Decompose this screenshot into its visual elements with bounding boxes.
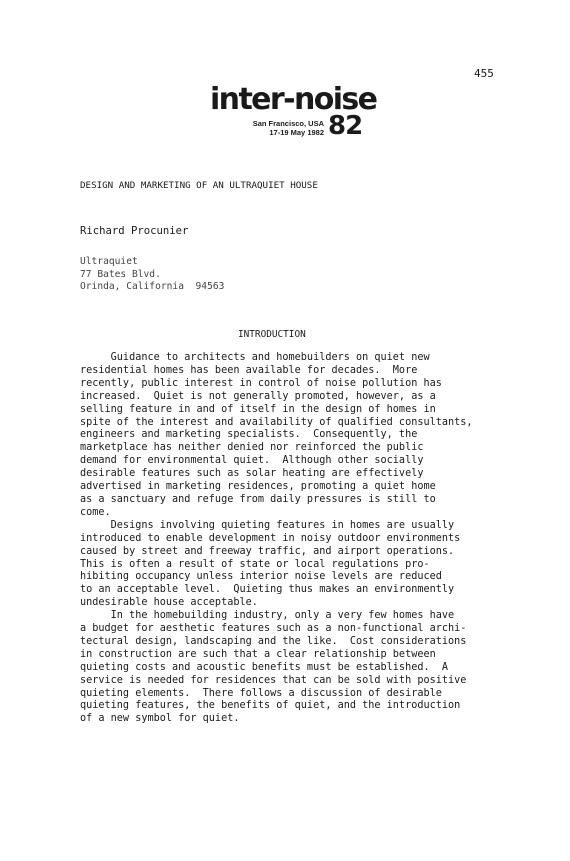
body-line: This is often a result of state or local regulations pro- <box>80 558 430 570</box>
body-line: a budget for aesthetic features such as a non-functional archi- <box>80 623 467 635</box>
affiliation-line: 77 Bates Blvd. <box>80 268 161 280</box>
body-line: come. <box>80 506 111 518</box>
affiliation-line: Orinda, California 94563 <box>80 281 225 292</box>
body-line: recently, public interest in control of noise pollution has <box>80 377 442 389</box>
body-line: In the homebuilding industry, only a very few homes have <box>80 610 455 622</box>
body-line: selling feature in and of itself in the design of homes in <box>80 403 436 415</box>
body-line: Guidance to architects and homebuilders on quiet new <box>80 352 430 363</box>
author-name: Richard Procunier <box>80 225 189 237</box>
body-line: engineers and marketing specialists. Consequently, the <box>80 429 418 441</box>
page-number: 455 <box>474 67 494 80</box>
body-line: advertised in marketing residences, promoting a quiet home <box>80 481 436 493</box>
author-affiliation <box>80 256 224 294</box>
body-line: tectural design, landscaping and the like. Cost considerations <box>80 635 467 647</box>
paper-title: DESIGN AND MARKETING OF AN ULTRAQUIET HOUSE <box>80 180 318 191</box>
section-heading: INTRODUCTION <box>238 329 306 340</box>
body-line: demand for environmental quiet. Although other socially <box>80 455 424 467</box>
body-line: Designs involving quieting features in homes are usually <box>80 519 455 531</box>
inter-noise-logo <box>210 82 377 144</box>
body-line: quieting costs and acoustic benefits must be established. A <box>80 661 449 673</box>
body-line: of a new symbol for quiet. <box>80 713 240 725</box>
body-text <box>80 352 490 726</box>
body-line: to an acceptable level. Quieting thus makes an environmently <box>80 584 455 596</box>
logo-place-dates <box>244 119 324 137</box>
logo-location: San Francisco, USA <box>252 119 324 128</box>
affiliation-line: Ultraquiet <box>80 256 138 267</box>
body-line: caused by street and freeway traffic, and airport operations. <box>80 545 455 557</box>
body-line: quieting elements. There follows a discussion of desirable <box>80 687 442 699</box>
body-line: residential homes has been available for decades. More <box>80 364 418 376</box>
body-line: introduced to enable development in noisy outdoor environments <box>80 532 461 544</box>
body-line: in construction are such that a clear relationship between <box>80 648 436 660</box>
logo-wordmark: inter-noise <box>210 82 377 117</box>
body-line: marketplace has neither denied nor reinforced the public <box>80 442 424 454</box>
body-line: increased. Quiet is not generally promoted, however, as a <box>80 390 436 402</box>
body-line: quieting features, the benefits of quiet, and the introduction <box>80 700 461 712</box>
body-line: hibiting occupancy unless interior noise levels are reduced <box>80 571 442 583</box>
body-line: desirable features such as solar heating are effectively <box>80 468 424 480</box>
logo-dates: 17-19 May 1982 <box>269 128 324 137</box>
body-line: service is needed for residences that can be sold with positive <box>80 674 467 686</box>
body-line: as a sanctuary and refuge from daily pressures is still to <box>80 493 436 505</box>
body-line: undesirable house acceptable. <box>80 597 258 609</box>
body-line: spite of the interest and availability of qualified consultants, <box>80 416 473 428</box>
logo-year: 82 <box>328 111 363 141</box>
